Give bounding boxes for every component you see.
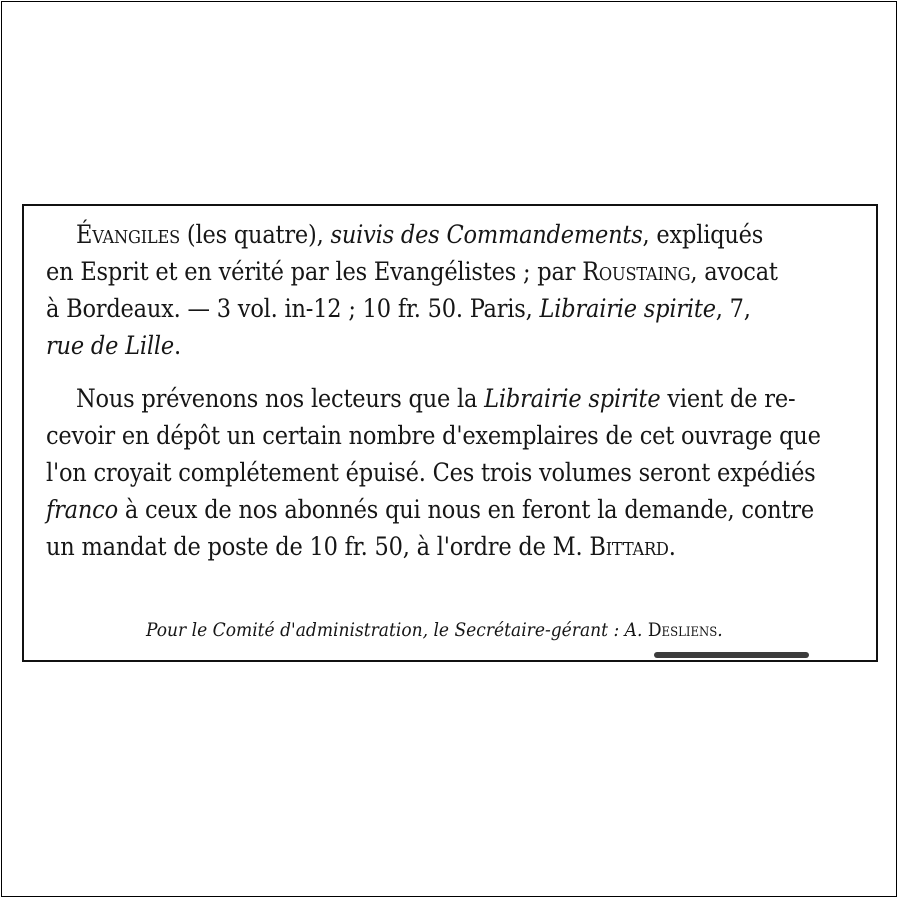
- paragraph-line-4: [46, 495, 814, 524]
- paragraph-text: à ceux de nos abonnés qui nous en feront la demande, contre: [117, 495, 814, 524]
- paragraph-line-1: [76, 384, 795, 413]
- paragraph-line-5: [46, 532, 676, 561]
- subtitle: suivis des Commandements: [330, 220, 643, 249]
- publisher-name: Librairie spirite: [539, 294, 716, 323]
- publisher-name: Librairie spirite: [484, 384, 661, 413]
- paragraph-text: cevoir en dépôt un certain nombre d'exemplaires de cet ouvrage que: [46, 421, 821, 450]
- franco-term: franco: [46, 495, 118, 524]
- author-name: Roustaing: [582, 257, 691, 286]
- newspaper-clipping: [22, 204, 878, 662]
- signature-end: .: [717, 619, 723, 641]
- paragraph-text: Nous prévenons nos lecteurs que la: [76, 384, 485, 413]
- entry-text: , avocat: [690, 257, 778, 286]
- paragraph-line-2: [46, 421, 821, 450]
- signature-line: [146, 619, 723, 641]
- paragraph-text: vient de re-: [660, 384, 796, 413]
- paragraph-line-3: [46, 458, 816, 487]
- entry-line-1: [76, 220, 856, 249]
- title-parenthetical: (les quatre),: [179, 220, 331, 249]
- entry-text: .: [173, 331, 181, 360]
- entry-text: en Esprit et en vérité par les Evangélistes ; par: [46, 257, 583, 286]
- ink-underline: [654, 652, 809, 658]
- signatory-name: Desliens: [647, 619, 718, 641]
- signature-text: Pour le Comité d'administration, le Secrétaire-gérant : A.: [146, 619, 648, 641]
- paragraph-text: .: [668, 532, 676, 561]
- entry-text: à Bordeaux. — 3 vol. in-12 ; 10 fr. 50. Paris,: [46, 294, 540, 323]
- entry-text: , expliqués: [642, 220, 764, 249]
- entry-line-2: [46, 257, 778, 286]
- recipient-name: Bittard: [589, 532, 669, 561]
- entry-line-3: [46, 294, 751, 323]
- paragraph-text: l'on croyait complétement épuisé. Ces trois volumes seront expédiés: [46, 458, 816, 487]
- street-address: rue de Lille: [46, 331, 174, 360]
- paragraph-text: un mandat de poste de 10 fr. 50, à l'ordre de M.: [46, 532, 590, 561]
- entry-line-4: [46, 331, 181, 360]
- entry-text: , 7,: [715, 294, 751, 323]
- book-title: Évangiles: [76, 220, 180, 249]
